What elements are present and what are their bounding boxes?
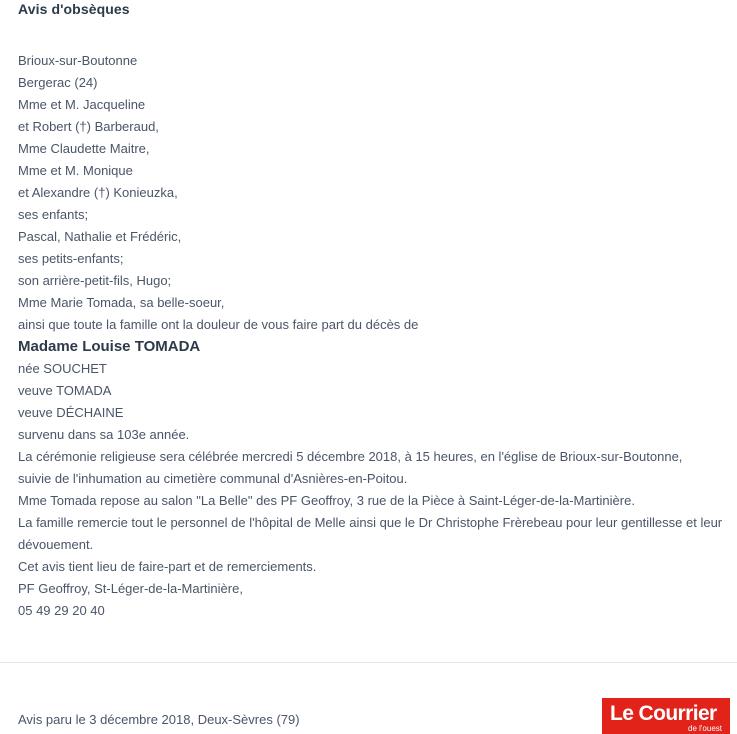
family-member-line: Mme et M. Monique bbox=[18, 163, 133, 178]
family-member-line: et Alexandre (†) Konieuzka, bbox=[18, 185, 178, 200]
widow-line: veuve DÉCHAINE bbox=[18, 405, 124, 420]
phone-number: 05 49 29 20 40 bbox=[18, 603, 105, 618]
family-relation-line: ses enfants; bbox=[18, 207, 89, 222]
deceased-name: Madame Louise TOMADA bbox=[18, 338, 201, 355]
funeral-home-line: Mme Tomada repose au salon "La Belle" des PF Geoffroy, 3 rue de la Pièce à Saint-Léger-de-la-Martinière. bbox=[18, 493, 635, 508]
funeral-director-line: PF Geoffroy, St-Léger-de-la-Martinière, bbox=[18, 581, 243, 596]
family-member-line: Mme Claudette Maitre, bbox=[18, 141, 150, 156]
location-line: Bergerac (24) bbox=[18, 75, 98, 90]
publication-note: Avis paru le 3 décembre 2018, Deux-Sèvres (79) bbox=[18, 712, 300, 727]
family-member-line: Pascal, Nathalie et Frédéric, bbox=[18, 229, 182, 244]
obituary-notice bbox=[18, 50, 733, 622]
ceremony-line: La cérémonie religieuse sera célébrée mercredi 5 décembre 2018, à 15 heures, en l'église de Brioux-sur-Boutonne, bbox=[18, 449, 683, 464]
logo-text: Le Courrier bbox=[610, 702, 717, 725]
footer-divider bbox=[0, 662, 737, 663]
widow-line: veuve TOMADA bbox=[18, 383, 112, 398]
family-member-line: son arrière-petit-fils, Hugo; bbox=[18, 273, 172, 288]
announcement-line: ainsi que toute la famille ont la douleur de vous faire part du décès de bbox=[18, 317, 419, 332]
family-member-line: Mme Marie Tomada, sa belle-soeur, bbox=[18, 295, 225, 310]
newspaper-logo[interactable] bbox=[602, 698, 730, 734]
family-relation-line: ses petits-enfants; bbox=[18, 251, 124, 266]
closing-line: Cet avis tient lieu de faire-part et de remerciements. bbox=[18, 559, 317, 574]
thanks-line: La famille remercie tout le personnel de l'hôpital de Melle ainsi que le Dr Christophe Frèrebeau pour leur gentillesse et leur dévouement. bbox=[18, 515, 723, 552]
age-line: survenu dans sa 103e année. bbox=[18, 427, 190, 442]
location-line: Brioux-sur-Boutonne bbox=[18, 53, 138, 68]
family-member-line: et Robert (†) Barberaud, bbox=[18, 119, 159, 134]
page-title: Avis d'obsèques bbox=[18, 1, 130, 17]
family-member-line: Mme et M. Jacqueline bbox=[18, 97, 146, 112]
maiden-name-line: née SOUCHET bbox=[18, 361, 107, 376]
burial-line: suivie de l'inhumation au cimetière communal d'Asnières-en-Poitou. bbox=[18, 471, 408, 486]
logo-subtext: de l'ouest bbox=[688, 724, 722, 733]
